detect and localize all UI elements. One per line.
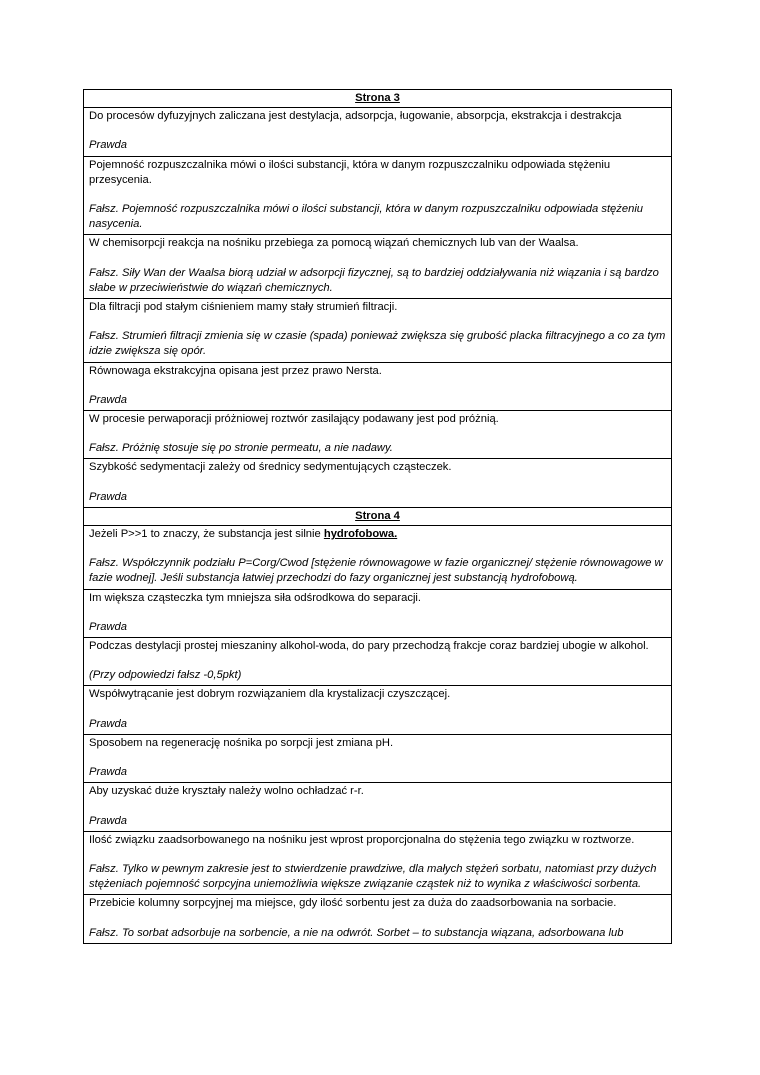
qa-row — [83, 156, 672, 236]
answer-text: Fałsz. Próżnię stosuje się po stronie permeatu, a nie nadawy. — [89, 442, 393, 455]
answer-text: Prawda — [89, 717, 127, 730]
answer-text: Fałsz. Tylko w pewnym zakresie jest to stwierdzenie prawdziwe, dla małych stężeń sorbatu, natomiast przy dużych stężeniach pojemność sorpcyjna uniemożliwia większe związanie cząstek niż to wynika z właściwości sorbenta. — [89, 862, 657, 891]
question-text: Sposobem na regenerację nośnika po sorpcji jest zmiana pH. — [89, 736, 394, 749]
answer-text: (Przy odpowiedzi fałsz -0,5pkt) — [89, 669, 242, 682]
question-text: Współwytrącanie jest dobrym rozwiązaniem dla krystalizacji czyszczącej. — [89, 688, 451, 701]
qa-row — [83, 298, 672, 363]
qa-row — [83, 894, 672, 943]
question-text: Do procesów dyfuzyjnych zaliczana jest destylacja, adsorpcja, ługowanie, absorpcja, ekstrakcja i destrakcja — [89, 110, 622, 123]
qa-row — [83, 458, 672, 507]
question-text: Aby uzyskać duże kryształy należy wolno ochładzać r-r. — [89, 785, 364, 798]
section-heading-page-4: Strona 4 — [83, 507, 672, 526]
qa-table — [83, 90, 672, 944]
qa-row — [83, 589, 672, 638]
answer-text: Prawda — [89, 814, 127, 827]
question-text: Ilość związku zaadsorbowanego na nośniku jest wprost proporcjonalna do stężenia tego związku w roztworze. — [89, 833, 635, 846]
qa-row — [83, 107, 672, 156]
question-text: Szybkość sedymentacji zależy od średnicy sedymentujących cząsteczek. — [89, 461, 452, 474]
answer-text: Fałsz. Pojemność rozpuszczalnika mówi o ilości substancji, która w danym rozpuszczalniku odpowiada stężeniu nasycenia. — [89, 203, 644, 231]
section-heading-page-3: Strona 3 — [83, 89, 672, 108]
answer-text: Fałsz. Współczynnik podziału P=Corg/Cwod [stężenie równowagowe w fazie organicznej/ stężenie równowagowe w fazie wodnej]. Jeśli substancja łatwiej przechodzi do fazy organicznej jest substancją hydrofobową. — [89, 557, 663, 585]
qa-row — [83, 637, 672, 686]
question-keyword: hydrofobowa. — [323, 528, 398, 541]
question-text: W procesie perwaporacji próżniowej roztwór zasilający podawany jest pod próżnią. — [89, 413, 499, 426]
answer-text: Prawda — [89, 393, 127, 406]
qa-row — [83, 734, 672, 783]
question-text: Im większa cząsteczka tym mniejsza siła odśrodkowa do separacji. — [89, 591, 422, 604]
question-text: W chemisorpcji reakcja na nośniku przebiega za pomocą wiązań chemicznych lub van der Waalsa. — [89, 237, 579, 250]
question-text: Dla filtracji pod stałym ciśnieniem mamy stały strumień filtracji. — [89, 301, 398, 314]
answer-text: Prawda — [89, 139, 127, 152]
answer-text: Prawda — [89, 620, 127, 633]
question-text: Podczas destylacji prostej mieszaniny alkohol-woda, do pary przechodzą frakcje coraz bardziej ubogie w alkohol. — [89, 640, 649, 653]
answer-text: Prawda — [89, 766, 127, 779]
qa-row — [83, 410, 672, 459]
qa-row — [83, 831, 672, 896]
answer-text: Fałsz. To sorbat adsorbuje na sorbencie, a nie na odwrót. Sorbet – to substancja wiązana, adsorbowana lub — [89, 926, 624, 939]
qa-row — [83, 525, 672, 590]
question-prefix: Jeżeli P>>1 to znaczy, że substancja jest silnie — [89, 528, 324, 541]
question-text — [89, 527, 666, 542]
qa-row — [83, 782, 672, 831]
qa-row — [83, 362, 672, 411]
question-text: Pojemność rozpuszczalnika mówi o ilości substancji, która w danym rozpuszczalniku odpowiada stężeniu przesycenia. — [89, 158, 611, 186]
answer-text: Fałsz. Strumień filtracji zmienia się w czasie (spada) ponieważ zwiększa się grubość placka filtracyjnego a co za tym idzie zwiększa się opór. — [89, 330, 666, 358]
qa-row — [83, 685, 672, 734]
answer-text: Fałsz. Siły Wan der Waalsa biorą udział w adsorpcji fizycznej, są to bardziej oddziaływania niż wiązania i są bardzo słabe w przeciwieństwie do wiązań chemicznych. — [89, 266, 659, 294]
answer-text: Prawda — [89, 490, 127, 503]
question-text: Przebicie kolumny sorpcyjnej ma miejsce, gdy ilość sorbentu jest za duża do zaadsorbowania na sorbacie. — [89, 897, 617, 910]
question-text: Równowaga ekstrakcyjna opisana jest przez prawo Nersta. — [89, 364, 382, 377]
qa-row — [83, 234, 672, 299]
